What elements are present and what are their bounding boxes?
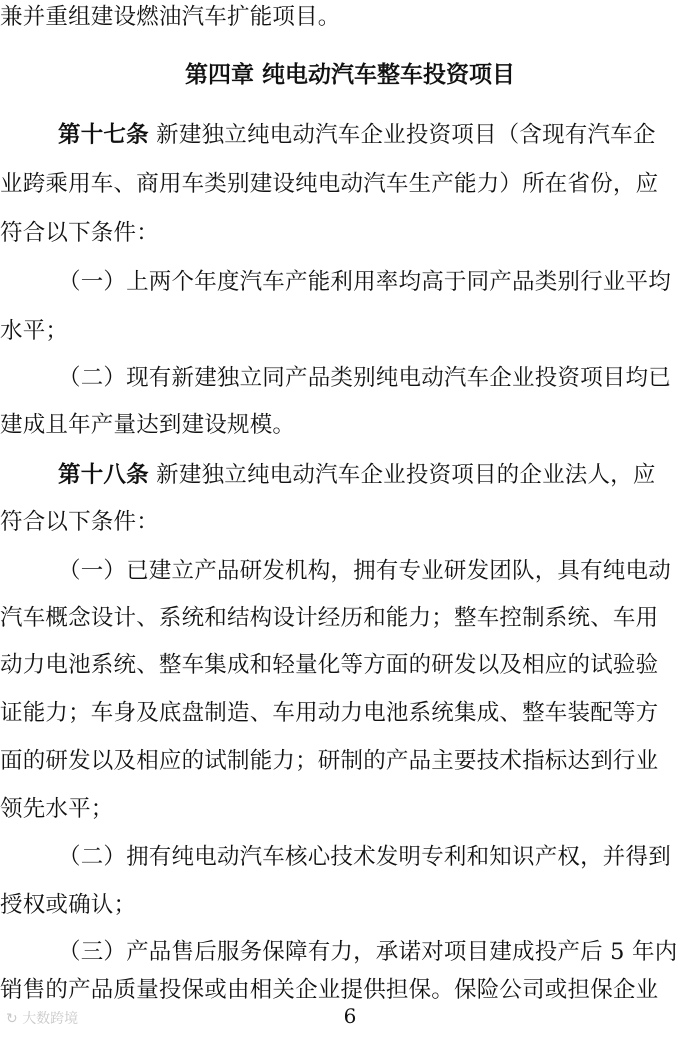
- line-text: 符合以下条件：: [0, 509, 159, 535]
- paragraph-line: [58, 938, 700, 966]
- line-text: （三）产品售后服务保障有力，承诺对项目建成投产后 5 年内: [58, 939, 678, 965]
- line-text: 汽车概念设计、系统和结构设计经历和能力；整车控制系统、车用: [0, 605, 659, 631]
- article-number: 第十八条: [58, 462, 149, 488]
- paragraph-line: [0, 699, 700, 727]
- line-text: 符合以下条件：: [0, 220, 159, 246]
- paragraph-line: [58, 364, 700, 392]
- line-text: （二）拥有纯电动汽车核心技术发明专利和知识产权，并得到: [58, 844, 671, 870]
- line-text: 面的研发以及相应的试制能力；研制的产品主要技术指标达到行业: [0, 748, 659, 774]
- line-text: 授权或确认；: [0, 892, 137, 918]
- line-text: 证能力；车身及底盘制造、车用动力电池系统集成、整车装配等方: [0, 700, 659, 726]
- paragraph-line: [0, 604, 700, 632]
- paragraph-line: [0, 219, 700, 247]
- paragraph-line: [58, 843, 700, 871]
- paragraph-line: [0, 3, 700, 31]
- paragraph-line: [58, 268, 700, 296]
- paragraph-line: [58, 121, 700, 149]
- chapter-heading: 第四章 纯电动汽车整车投资项目: [184, 62, 515, 88]
- line-text: （一）已建立产品研发机构，拥有专业研发团队，具有纯电动: [58, 558, 671, 584]
- paragraph-line: [0, 411, 700, 439]
- line-text: 新建独立纯电动汽车企业投资项目的企业法人，应: [156, 462, 656, 488]
- line-text: 领先水平；: [0, 796, 114, 822]
- paragraph-line: [0, 508, 700, 536]
- line-text: 业跨乘用车、商用车类别建设纯电动汽车生产能力）所在省份，应: [0, 171, 659, 197]
- line-text: 兼并重组建设燃油汽车扩能项目。: [0, 4, 341, 30]
- line-text: （二）现有新建独立同产品类别纯电动汽车企业投资项目均已: [58, 365, 671, 391]
- watermark-text: 大数跨境: [22, 1011, 79, 1027]
- line-text: 销售的产品质量投保或由相关企业提供担保。保险公司或担保企业: [0, 977, 659, 1003]
- paragraph-line: [0, 651, 700, 679]
- paragraph-line: [0, 747, 700, 775]
- watermark-logo-icon: ↻: [6, 1011, 18, 1027]
- paragraph-line: [0, 795, 700, 823]
- line-text: 动力电池系统、整车集成和轻量化等方面的研发以及相应的试验验: [0, 652, 659, 678]
- paragraph-line: [0, 170, 700, 198]
- paragraph-line: [0, 976, 700, 1004]
- line-text: 水平；: [0, 318, 69, 344]
- line-text: 建成且年产量达到建设规模。: [0, 412, 296, 438]
- paragraph-line: [58, 461, 700, 489]
- paragraph-line: [58, 557, 700, 585]
- paragraph-line: [0, 891, 700, 919]
- page-number: 6: [343, 1004, 357, 1028]
- line-text: 新建独立纯电动汽车企业投资项目（含现有汽车企: [156, 122, 656, 148]
- article-number: 第十七条: [58, 122, 149, 148]
- paragraph-line: [0, 317, 700, 345]
- line-text: （一）上两个年度汽车产能利用率均高于同产品类别行业平均: [58, 269, 671, 295]
